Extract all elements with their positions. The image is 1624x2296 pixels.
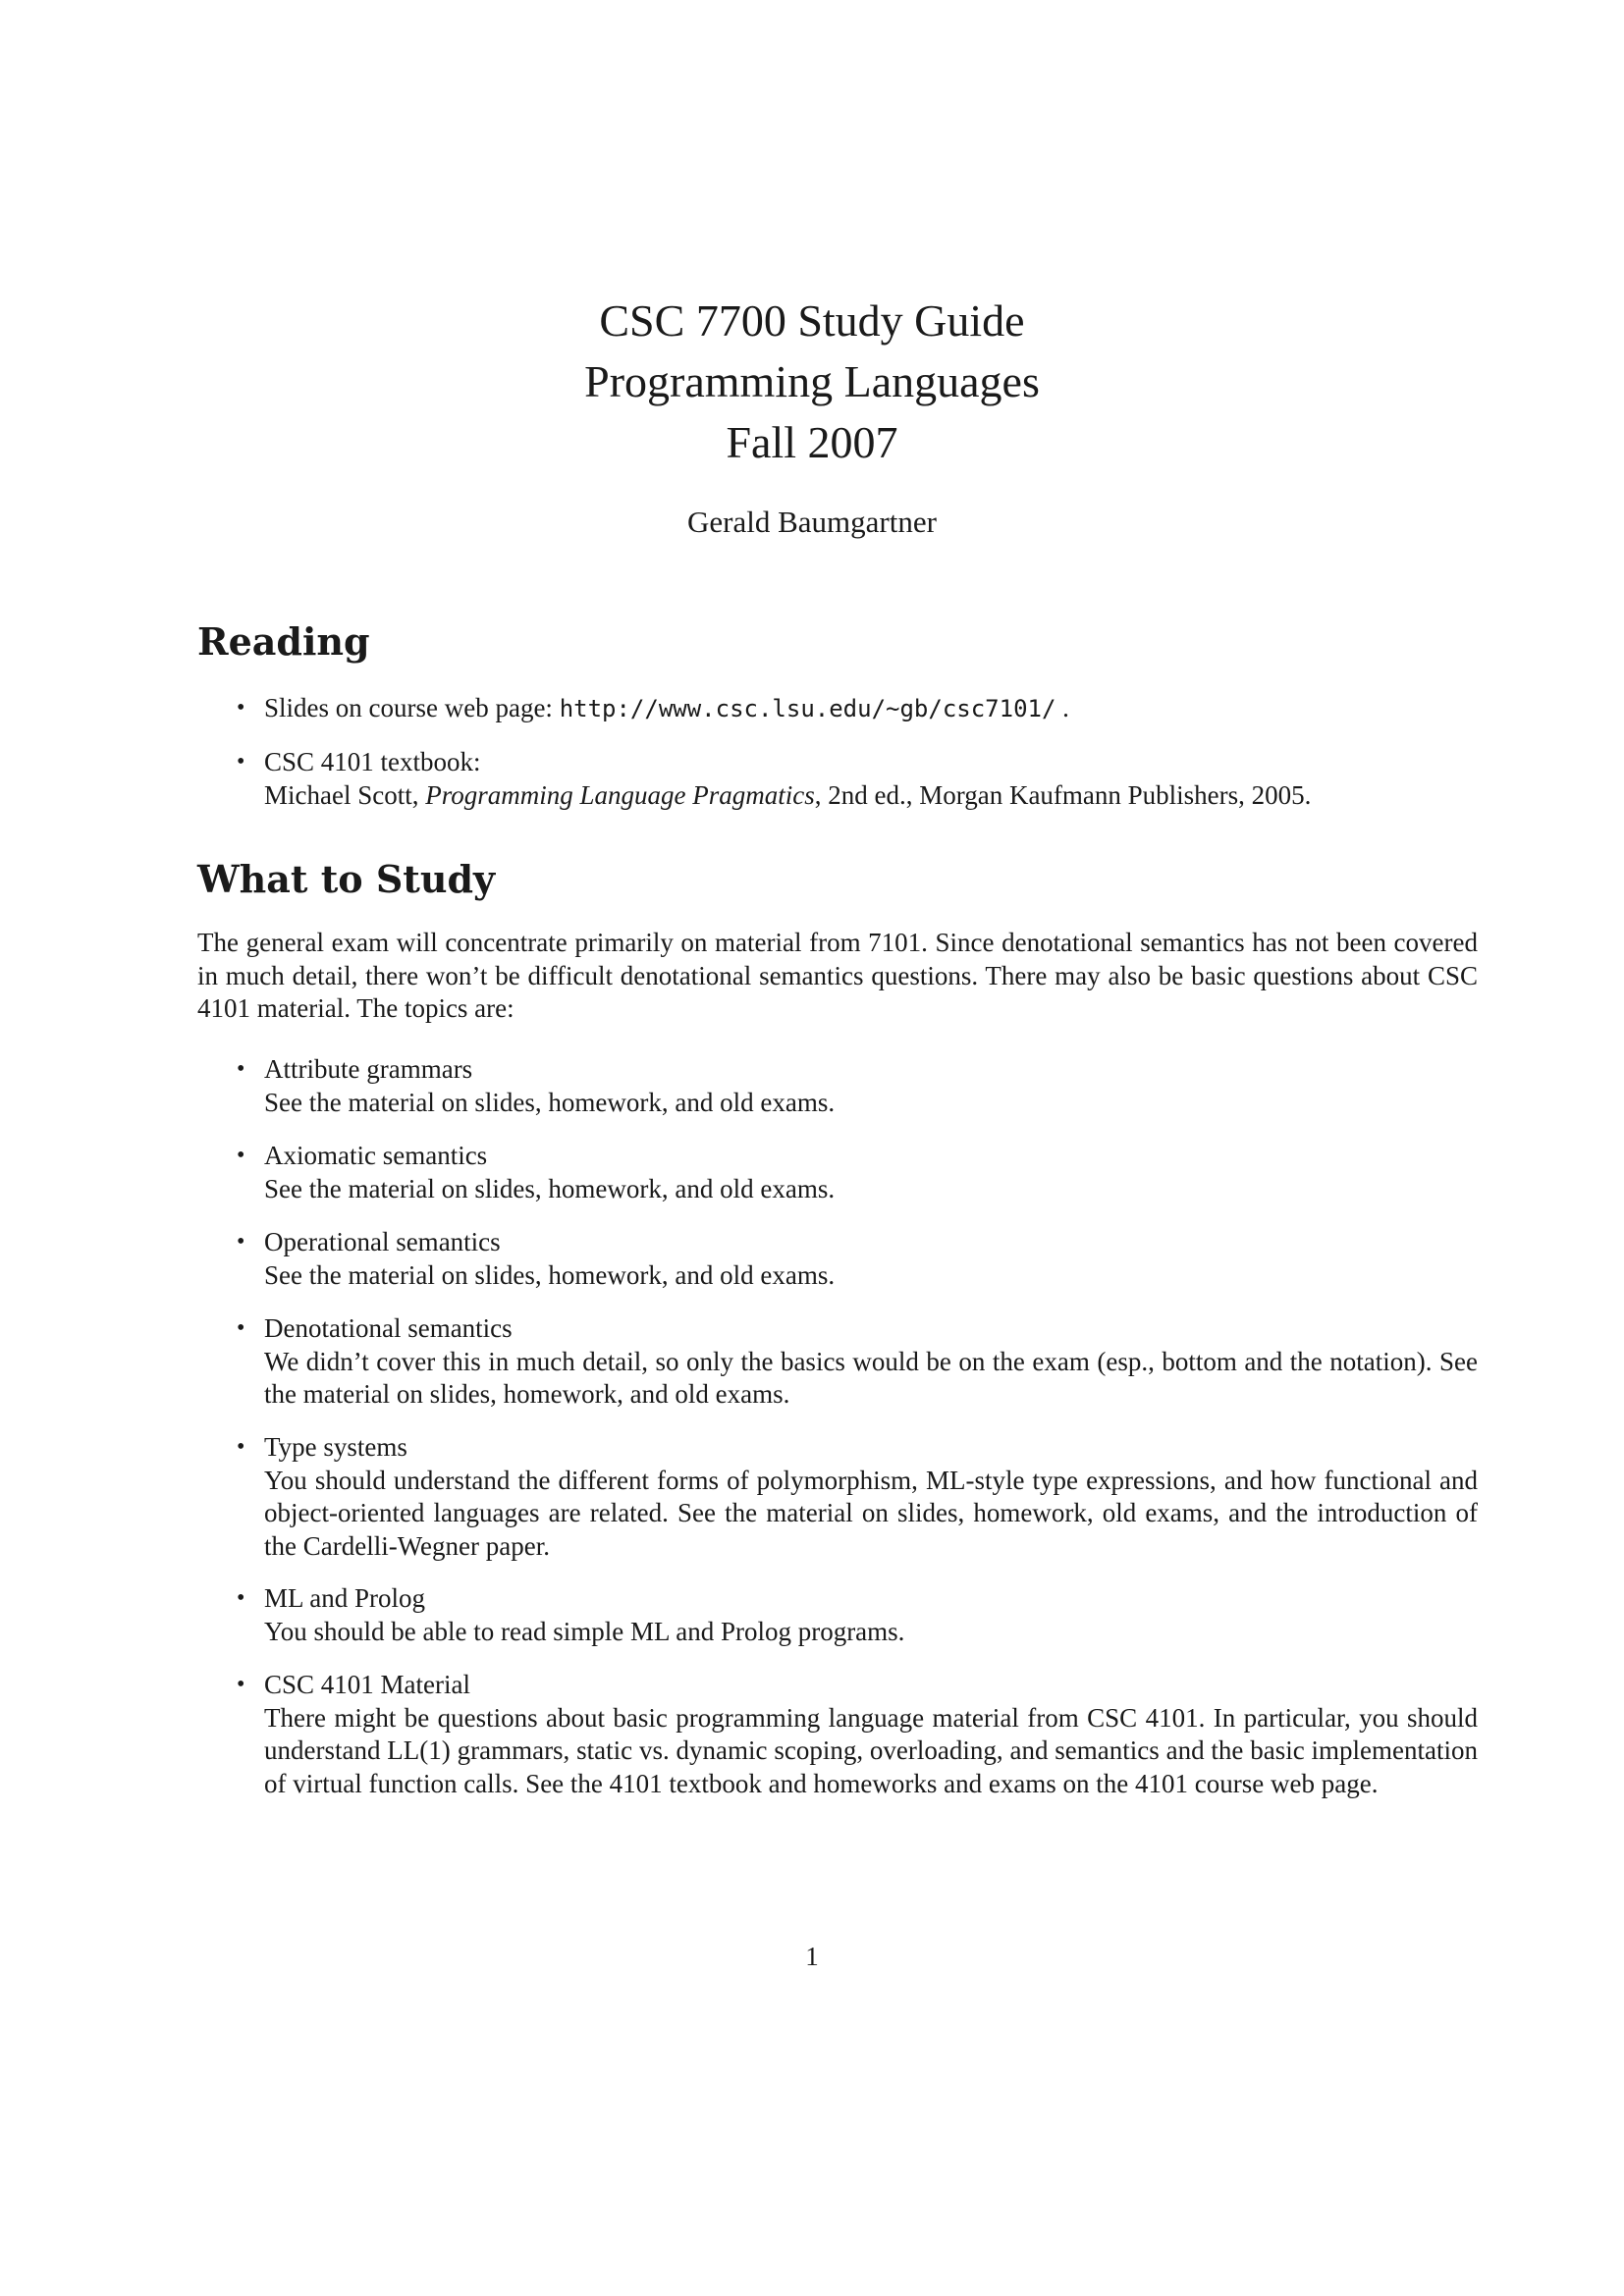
reading-section <box>197 618 1478 666</box>
title-course: CSC 7700 Study Guide <box>599 295 1025 346</box>
textbook-author: Michael Scott, <box>264 779 426 810</box>
textbook-title: Programming Language Pragmatics <box>425 779 815 810</box>
bullet-icon: • <box>237 1315 245 1341</box>
topic-axiomatic-semantics <box>197 1140 1478 1205</box>
topic-title: Attribute grammars <box>264 1054 473 1084</box>
topic-csc4101-material <box>197 1669 1478 1800</box>
reading-item-textbook <box>197 746 1478 812</box>
topic-description: See the material on slides, homework, and old exams. <box>264 1173 836 1203</box>
topic-operational-semantics <box>197 1226 1478 1292</box>
course-url-link[interactable]: http://www.csc.lsu.edu/~gb/csc7101/ <box>559 695 1056 722</box>
bullet-icon: • <box>237 1229 245 1255</box>
topic-description: You should be able to read simple ML and Prolog programs. <box>264 1616 905 1646</box>
topic-title: Denotational semantics <box>264 1313 513 1343</box>
bullet-icon: • <box>237 1434 245 1460</box>
bullet-icon: • <box>237 1585 245 1611</box>
topic-denotational-semantics <box>197 1312 1478 1412</box>
reading-heading: Reading <box>197 619 370 664</box>
topic-title: ML and Prolog <box>264 1583 425 1613</box>
textbook-label: CSC 4101 textbook: <box>264 747 481 776</box>
topic-title: CSC 4101 Material <box>264 1670 470 1699</box>
topic-attribute-grammars <box>197 1053 1478 1119</box>
bullet-icon: • <box>237 1056 245 1082</box>
bullet-icon: • <box>237 1672 245 1697</box>
slides-label: Slides on course web page: <box>264 693 560 722</box>
topic-description: You should understand the different forms of polymorphism, ML-style type expressions, and how functional and object-oriented languages are related. See the material on slides, homework, old exams, and the introduction of the Cardelli-Wegner paper. <box>264 1465 1478 1561</box>
study-intro: The general exam will concentrate primarily on material from 7101. Since denotational semantics has not been covered in much detail, there won’t be difficult denotational semantics questions. There may also be basic questions about CSC 4101 material. The topics are: <box>197 928 1478 1023</box>
topic-title: Operational semantics <box>264 1227 501 1256</box>
study-intro-block <box>197 927 1478 1026</box>
reading-item-slides <box>197 692 1478 726</box>
textbook-publication: , 2nd ed., Morgan Kaufmann Publishers, 2005. <box>814 779 1312 810</box>
title-term: Fall 2007 <box>726 417 898 467</box>
page-number: 1 <box>805 1942 819 1971</box>
topic-description: See the material on slides, homework, and old exams. <box>264 1259 836 1290</box>
topic-ml-prolog <box>197 1582 1478 1648</box>
title-block <box>0 291 1624 473</box>
topic-description: We didn’t cover this in much detail, so only the basics would be on the exam (esp., bottom and the notation). See the material on slides, homework, and old exams. <box>264 1346 1478 1409</box>
slides-period: . <box>1056 693 1069 722</box>
topic-title: Type systems <box>264 1432 407 1462</box>
topic-description: There might be questions about basic programming language material from CSC 4101. In particular, you should understand LL(1) grammars, static vs. dynamic scoping, overloading, and semantics and the basic implementation of virtual function calls. See the 4101 textbook and homeworks and exams on the 4101 course web page. <box>264 1702 1478 1798</box>
topic-title: Axiomatic semantics <box>264 1141 488 1170</box>
bullet-icon: • <box>237 695 245 721</box>
title-subject: Programming Languages <box>584 356 1040 406</box>
author-name: Gerald Baumgartner <box>687 505 937 539</box>
bullet-icon: • <box>237 749 245 774</box>
bullet-icon: • <box>237 1143 245 1168</box>
topic-description: See the material on slides, homework, and old exams. <box>264 1087 836 1117</box>
topic-type-systems <box>197 1431 1478 1563</box>
study-section <box>197 856 1478 903</box>
study-heading: What to Study <box>197 857 496 901</box>
